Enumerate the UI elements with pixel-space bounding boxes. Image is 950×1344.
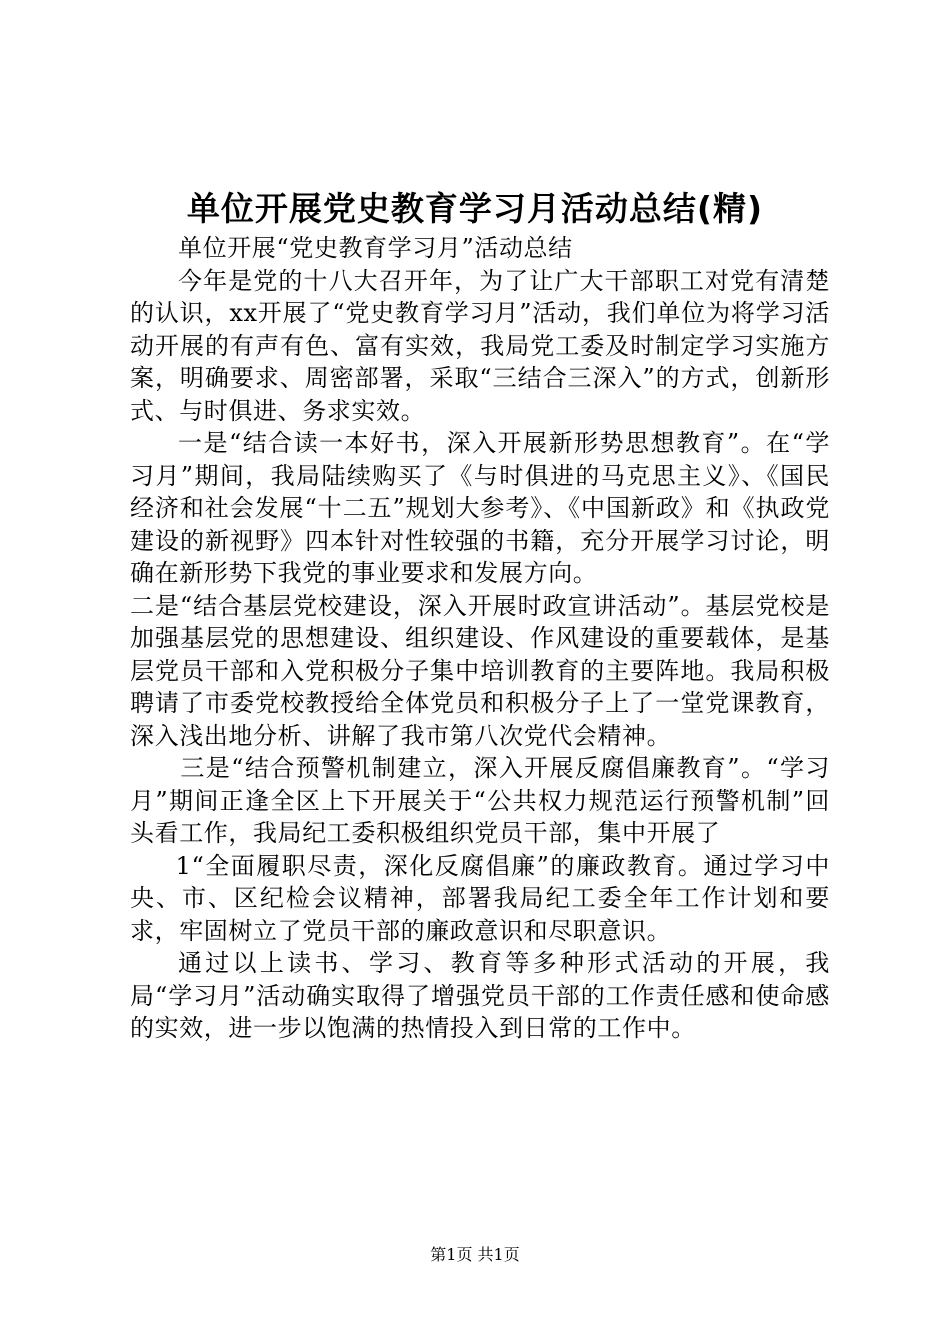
subtitle-paragraph: 单位开展“党史教育学习月”活动总结 (178, 234, 573, 262)
intro-paragraph: 今年是党的十八大召开年，为了让广大干部职工对党有清楚的认识，xx开展了“党史教育学习月”活动，我们单位为将学习活动开展的有声有色、富有实效，我局党工委及时制定学习实施方案，明确要求、周密部署，采取“三结合三深入”的方式，创新形式、与时俱进、务求实效。 (130, 266, 830, 425)
point-three-continued-paragraph: 1“全面履职尽责，深化反腐倡廉”的廉政教育。通过学习中央、市、区纪检会议精神，部署我局纪工委全年工作计划和要求，牢固树立了党员干部的廉政意识和尽职意识。 (130, 851, 830, 945)
page-footer: 第1页 共1页 (430, 1245, 520, 1264)
document-body (130, 232, 830, 1045)
conclusion-paragraph: 通过以上读书、学习、教育等多种形式活动的开展，我局“学习月”活动确实取得了增强党员干部的工作责任感和使命感的实效，进一步以饱满的热情投入到日常的工作中。 (130, 949, 830, 1042)
point-one-paragraph: 一是“结合读一本好书，深入开展新形势思想教育”。在“学习月”期间，我局陆续购买了《与时俱进的马克思主义》、《国民经济和社会发展“十二五”规划大参考》、《中国新政》和《执政党建设的新视野》四本针对性较强的书籍，充分开展学习讨论，明确在新形势下我党的事业要求和发展方向。 (130, 429, 830, 587)
point-two-paragraph: 二是“结合基层党校建设，深入开展时政宣讲活动”。基层党校是加强基层党的思想建设、组织建设、作风建设的重要载体，是基层党员干部和入党积极分子集中培训教育的主要阵地。我局积极聘请了市委党校教授给全体党员和积极分子上了一堂党课教育，深入浅出地分析、讲解了我市第八次党代会精神。 (130, 591, 830, 750)
point-three-paragraph: 三是“结合预警机制建立，深入开展反腐倡廉教育”。“学习月”期间正逢全区上下开展关于“公共权力规范运行预警机制”回头看工作，我局纪工委积极组织党员干部，集中开展了 (130, 754, 830, 847)
document-title: 单位开展党史教育学习月活动总结(精) (186, 189, 764, 228)
